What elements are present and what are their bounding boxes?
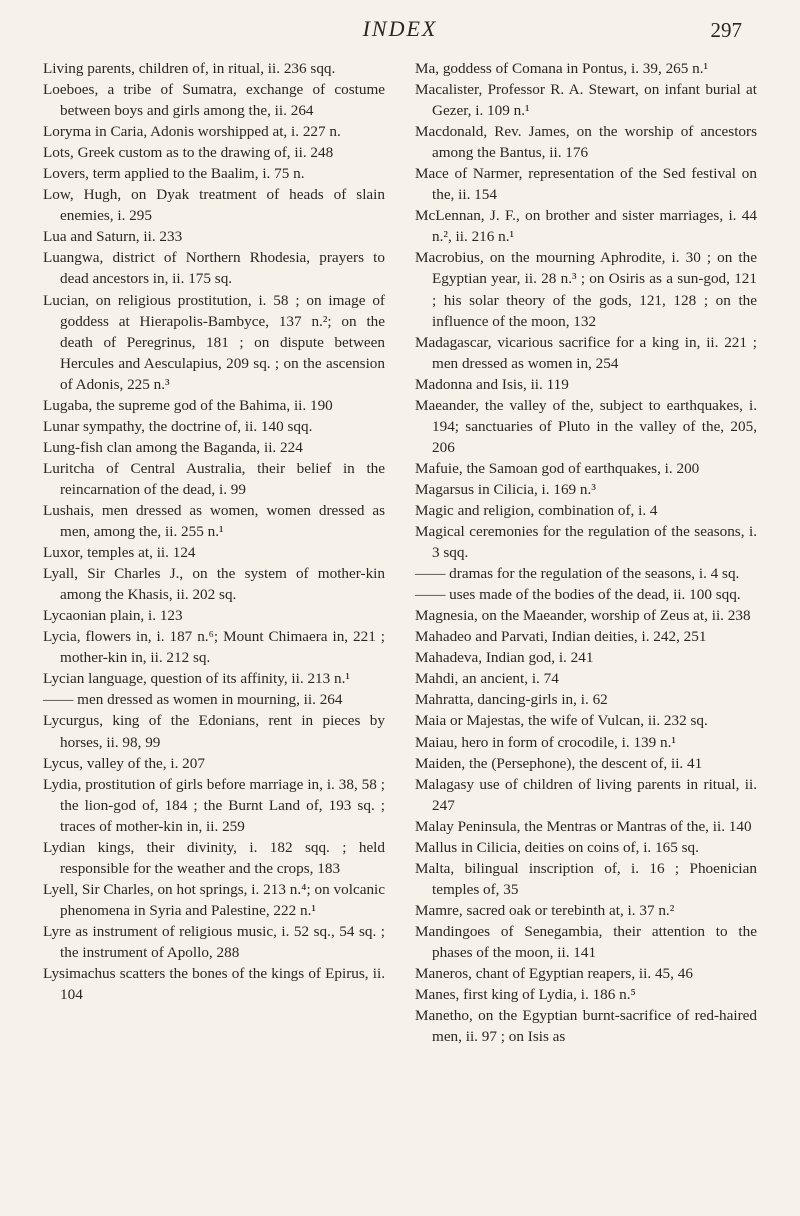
index-entry: McLennan, J. F., on brother and sister marriages, i. 44 n.², ii. 216 n.¹ <box>415 207 757 246</box>
index-entry: Malay Peninsula, the Mentras or Mantras of the, ii. 140 <box>415 817 752 835</box>
page-number: 297 <box>710 18 742 42</box>
index-entry: Magical ceremonies for the regulation of the seasons, i. 3 sqq. <box>415 523 757 562</box>
index-entry: Maia or Majestas, the wife of Vulcan, ii. 232 sq. <box>415 712 708 730</box>
index-entry: Lycurgus, king of the Edonians, rent in pieces by horses, ii. 98, 99 <box>43 712 385 751</box>
index-entry: Lots, Greek custom as to the drawing of, ii. 248 <box>43 144 334 162</box>
index-entry: Loeboes, a tribe of Sumatra, exchange of costume between boys and girls among the, ii. 264 <box>43 81 385 120</box>
index-entry: Lugaba, the supreme god of the Bahima, ii. 190 <box>43 396 333 414</box>
index-entry: Mamre, sacred oak or terebinth at, i. 37 n.² <box>415 901 675 919</box>
index-entry: Manes, first king of Lydia, i. 186 n.⁵ <box>415 986 636 1004</box>
index-entry: Magarsus in Cilicia, i. 169 n.³ <box>415 480 596 498</box>
index-entry: Lung-fish clan among the Baganda, ii. 224 <box>43 438 303 456</box>
index-entry: Luxor, temples at, ii. 124 <box>43 544 196 562</box>
index-entry: Macalister, Professor R. A. Stewart, on infant burial at Gezer, i. 109 n.¹ <box>415 81 757 120</box>
index-entry: Mahadeo and Parvati, Indian deities, i. 242, 251 <box>415 628 707 646</box>
index-entry: Loryma in Caria, Adonis worshipped at, i. 227 n. <box>43 123 341 141</box>
index-entry: Ma, goddess of Comana in Pontus, i. 39, 265 n.¹ <box>415 60 709 77</box>
index-entry: —— dramas for the regulation of the seasons, i. 4 sq. <box>415 565 740 583</box>
index-entry: Lydian kings, their divinity, i. 182 sqq. ; held responsible for the weather and the crops, 183 <box>43 838 385 877</box>
index-entry: Lyre as instrument of religious music, i. 52 sq., 54 sq. ; the instrument of Apollo, 288 <box>43 922 385 961</box>
index-entry: Lycaonian plain, i. 123 <box>43 607 183 625</box>
index-entry: Lua and Saturn, ii. 233 <box>43 228 183 246</box>
index-entry: Luritcha of Central Australia, their belief in the reincarnation of the dead, i. 99 <box>43 459 385 498</box>
index-entry: Maiden, the (Persephone), the descent of, ii. 41 <box>415 754 703 772</box>
page-title: INDEX <box>362 16 438 41</box>
index-column-left <box>43 58 385 1005</box>
index-entry: Living parents, children of, in ritual, ii. 236 sqq. <box>43 60 336 77</box>
index-entry: Magic and religion, combination of, i. 4 <box>415 501 658 519</box>
index-entry: Lucian, on religious prostitution, i. 58 ; on image of goddess at Hierapolis-Bambyce, 137 n.²; on the death of Peregrinus, 181 ; on dispute between Hercules and Aesculapius, 209 sq. ; on the ascension of Adonis, 225 n.³ <box>43 291 385 393</box>
index-entry: Malta, bilingual inscription of, i. 16 ; Phoenician temples of, 35 <box>415 859 757 898</box>
index-entry: Madagascar, vicarious sacrifice for a king in, ii. 221 ; men dressed as women in, 254 <box>415 333 757 372</box>
index-column-right <box>415 58 757 1047</box>
index-entry: —— men dressed as women in mourning, ii. 264 <box>43 691 343 709</box>
index-entry: Lycus, valley of the, i. 207 <box>43 754 205 772</box>
index-entry: Macdonald, Rev. James, on the worship of ancestors among the Bantus, ii. 176 <box>415 123 757 162</box>
index-entry: Malagasy use of children of living parents in ritual, ii. 247 <box>415 775 757 814</box>
index-entry: Maeander, the valley of the, subject to earthquakes, i. 194; sanctuaries of Pluto in the valley of the, 205, 206 <box>415 396 757 456</box>
index-entry: Mace of Narmer, representation of the Sed festival on the, ii. 154 <box>415 165 757 204</box>
index-entry: Magnesia, on the Maeander, worship of Zeus at, ii. 238 <box>415 607 751 625</box>
index-entry: Maiau, hero in form of crocodile, i. 139 n.¹ <box>415 733 676 751</box>
index-entry: Maneros, chant of Egyptian reapers, ii. 45, 46 <box>415 965 693 983</box>
index-entry: Mandingoes of Senegambia, their attention to the phases of the moon, ii. 141 <box>415 922 757 961</box>
index-entry: Mallus in Cilicia, deities on coins of, i. 165 sq. <box>415 838 699 856</box>
index-entry: Lovers, term applied to the Baalim, i. 75 n. <box>43 165 305 183</box>
index-entry: Lushais, men dressed as women, women dressed as men, among the, ii. 255 n.¹ <box>43 501 385 541</box>
index-entry: Mahadeva, Indian god, i. 241 <box>415 649 594 667</box>
running-header <box>0 16 800 46</box>
index-entry: Madonna and Isis, ii. 119 <box>415 375 569 393</box>
index-entry: Low, Hugh, on Dyak treatment of heads of slain enemies, i. 295 <box>43 186 385 225</box>
index-entry: Lyall, Sir Charles J., on the system of mother-kin among the Khasis, ii. 202 sq. <box>43 565 385 604</box>
index-entry: Lysimachus scatters the bones of the kings of Epirus, ii. 104 <box>43 965 385 1004</box>
index-entry: —— uses made of the bodies of the dead, ii. 100 sqq. <box>415 586 741 604</box>
index-entry: Mafuie, the Samoan god of earthquakes, i. 200 <box>415 459 700 477</box>
index-entry: Lyell, Sir Charles, on hot springs, i. 213 n.⁴; on volcanic phenomena in Syria and Palestine, 222 n.¹ <box>43 880 385 919</box>
index-entry: Manetho, on the Egyptian burnt-sacrifice of red-haired men, ii. 97 ; on Isis as <box>415 1007 757 1046</box>
index-entry: Lycian language, question of its affinity, ii. 213 n.¹ <box>43 670 350 688</box>
index-entry: Mahratta, dancing-girls in, i. 62 <box>415 691 608 709</box>
index-entry: Macrobius, on the mourning Aphrodite, i. 30 ; on the Egyptian year, ii. 28 n.³ ; on Osiris as a sun-god, 121 ; his solar theory of the gods, 121, 128 ; on the influence of the moon, 132 <box>415 249 757 330</box>
index-entry: Luangwa, district of Northern Rhodesia, prayers to dead ancestors in, ii. 175 sq. <box>43 249 385 288</box>
index-entry: Lycia, flowers in, i. 187 n.⁶; Mount Chimaera in, 221 ; mother-kin in, ii. 212 sq. <box>43 628 385 667</box>
index-entry: Mahdi, an ancient, i. 74 <box>415 670 559 688</box>
index-entry: Lydia, prostitution of girls before marriage in, i. 38, 58 ; the lion-god of, 184 ; the Burnt Land of, 193 sq. ; traces of mother-kin in, ii. 259 <box>43 775 385 835</box>
index-entry: Lunar sympathy, the doctrine of, ii. 140 sqq. <box>43 417 313 435</box>
